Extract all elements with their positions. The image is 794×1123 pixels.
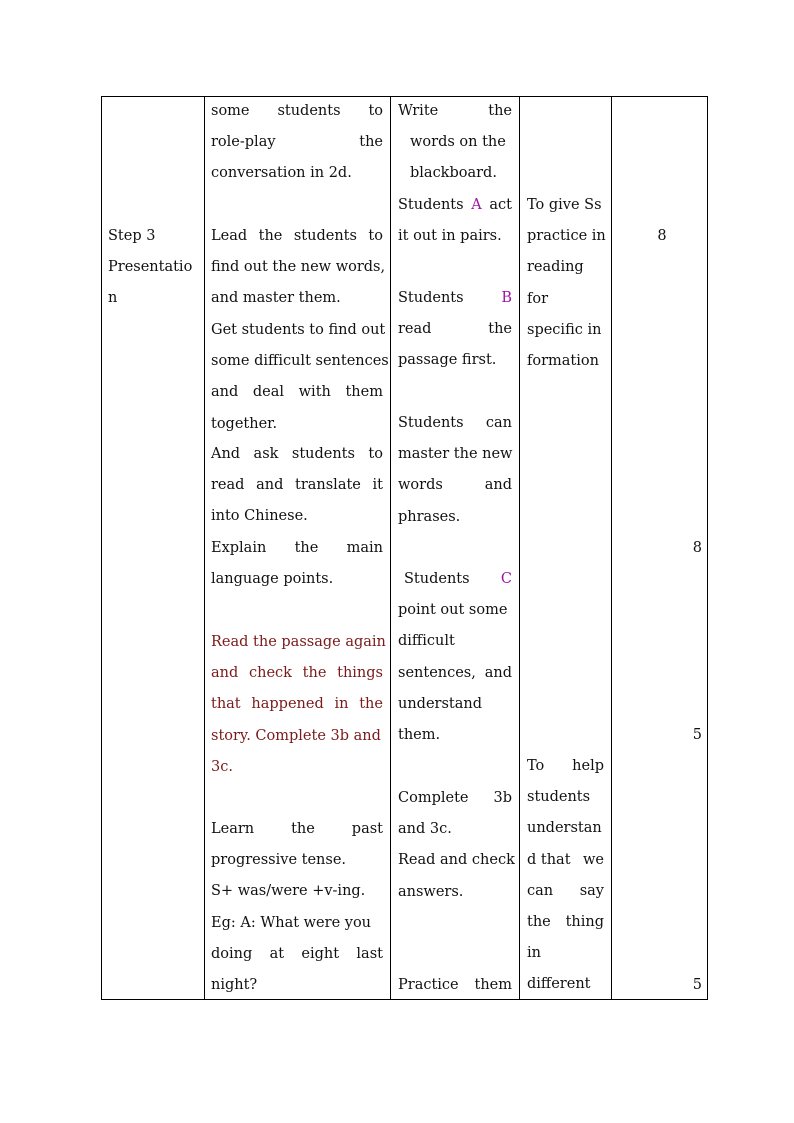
time-value: 8: [692, 540, 702, 556]
purpose-give-practice: To give Ss practice in reading for specific in formation: [527, 197, 606, 370]
teacher-activity-lead: Lead the students to find out the new words, and master them.: [211, 228, 386, 307]
purpose-help-students: To help students understan d that we can say the thing in different: [527, 758, 604, 993]
teacher-activity-explain: Explain the main language points.: [211, 540, 383, 588]
teacher-activity-difficult: Get students to find out some difficult sentences and deal with them together.: [211, 322, 389, 432]
student-activity-master: Students can master the new words and phrases.: [398, 415, 513, 525]
teacher-activity-intro: some students to role-play the conversation in 2d.: [211, 103, 383, 182]
student-activity-c: Students C point out some difficult sentences, and understand them.: [398, 571, 512, 744]
student-activity-practice: Practice them: [398, 977, 512, 993]
time-value: 5: [692, 727, 702, 743]
student-activity-a: Students A act it out in pairs.: [398, 197, 512, 245]
teacher-activity-translate: And ask students to read and translate it into Chinese.: [211, 446, 383, 525]
teacher-activity-learn: Learn the past progressive tense. S+ was/were +v-ing. Eg: A: What were you doing at eight last night?: [211, 821, 383, 994]
column-divider: [519, 96, 520, 1000]
column-divider: [611, 96, 612, 1000]
step-label: Step 3 Presentatio n: [108, 228, 193, 307]
column-divider: [390, 96, 391, 1000]
student-activity-complete: Complete 3b and 3c. Read and check answers.: [398, 790, 515, 900]
teacher-activity-read-check: Read the passage again and check the things that happened in the story. Complete 3b and 3c.: [211, 634, 386, 775]
student-activity-write: Write the words on the blackboard.: [398, 103, 512, 182]
student-activity-b: Students B read the passage first.: [398, 290, 512, 369]
column-divider: [204, 96, 205, 1000]
time-value: 5: [692, 977, 702, 993]
time-value: 8: [657, 228, 667, 244]
